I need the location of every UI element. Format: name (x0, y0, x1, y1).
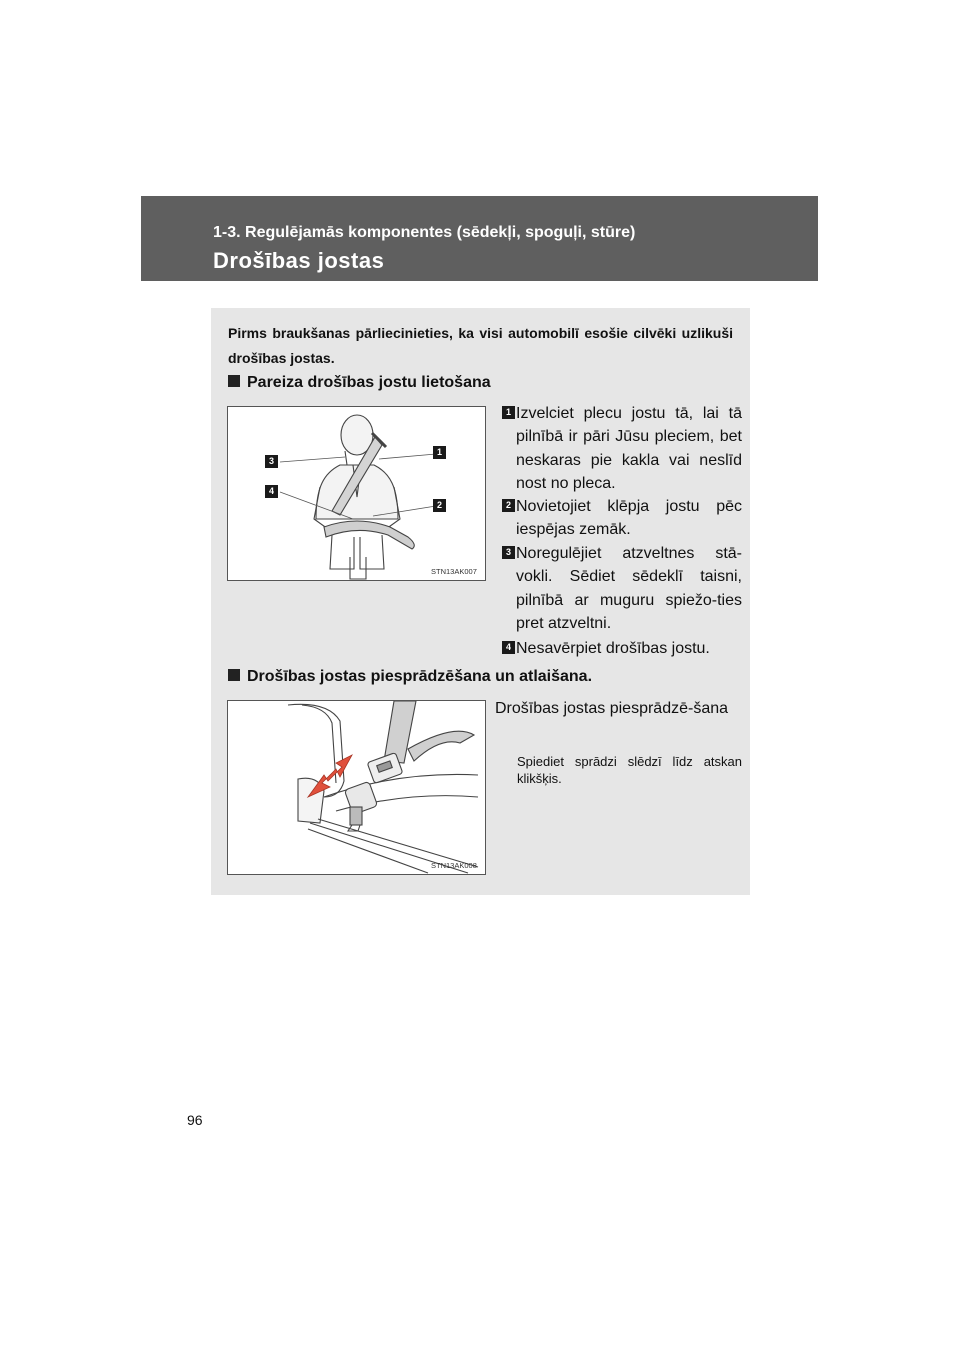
square-bullet-icon (228, 375, 240, 387)
step-number-badge: 4 (502, 641, 515, 654)
figure-code: STN13AK008 (431, 861, 477, 870)
step-1 (502, 402, 742, 496)
section-heading-fasten-release (228, 668, 592, 686)
figure-code: STN13AK007 (431, 567, 477, 576)
callout-3: 3 (265, 455, 278, 468)
callout-4: 4 (265, 485, 278, 498)
callout-2: 2 (433, 499, 446, 512)
step-3 (502, 542, 742, 636)
step-2 (502, 495, 742, 542)
step-text: Noregulējiet atzveltnes stā-vokli. Sēdiet sēdeklī taisni, pilnībā ar muguru spiežo-ties pret atzveltni. (516, 545, 742, 633)
chapter-header (141, 196, 818, 281)
seat-buckle-illustration (228, 701, 485, 874)
step-number-badge: 1 (502, 406, 515, 419)
callout-1: 1 (433, 446, 446, 459)
section-label: 1-3. Regulējamās komponentes (sēdekļi, spoguļi, stūre) (213, 224, 636, 241)
square-bullet-icon (228, 669, 240, 681)
step-number-badge: 2 (502, 499, 515, 512)
seatbelt-wearing-illustration (227, 406, 486, 581)
page-number: 96 (187, 1112, 203, 1128)
section-heading-text: Pareiza drošības jostu lietošana (247, 374, 491, 391)
step-text: Novietojiet klēpja jostu pēc iespējas zemāk. (516, 498, 742, 539)
content-panel (211, 308, 750, 895)
step-text: Izvelciet plecu jostu tā, lai tā pilnībā ir pāri Jūsu pleciem, bet neskaras pie kakla vai neslīd nost no pleca. (516, 405, 742, 493)
step-4 (502, 637, 742, 660)
subsection-note: Spiediet sprādzi slēdzī līdz atskan klikšķis. (517, 754, 742, 786)
intro-text: Pirms braukšanas pārliecinieties, ka visi automobilī esošie cilvēki uzlikuši drošības jostas. (228, 325, 733, 366)
section-heading-text: Drošības jostas piesprādzēšana un atlaišana. (247, 668, 593, 685)
page-title: Drošības jostas (213, 248, 385, 273)
subsection-title: Drošības jostas piesprādzē-šana (495, 700, 729, 717)
step-number-badge: 3 (502, 546, 515, 559)
section-heading-correct-use (228, 374, 491, 392)
buckle-illustration (227, 700, 486, 875)
step-text: Nesavērpiet drošības jostu. (516, 640, 710, 657)
